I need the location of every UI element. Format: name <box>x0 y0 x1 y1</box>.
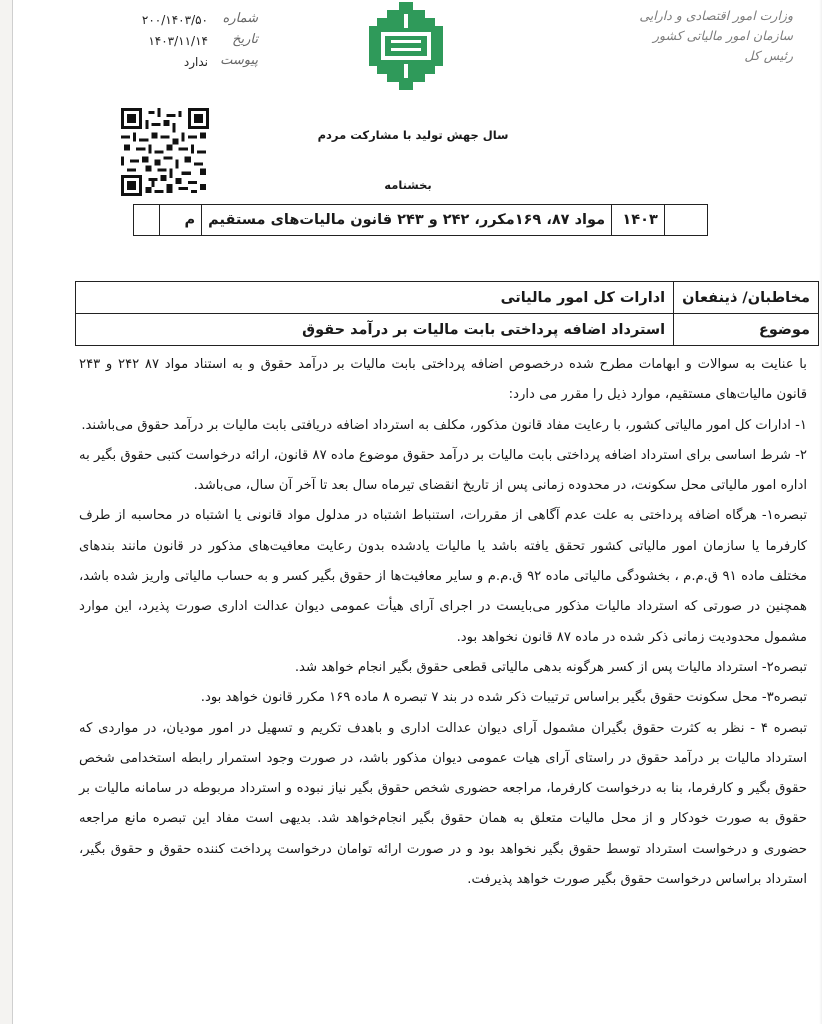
circular-header-table <box>75 281 819 346</box>
letter-page <box>12 0 822 1024</box>
attachment-value: ندارد <box>183 55 208 69</box>
number-value: ۲۰۰/۱۴۰۳/۵۰ <box>141 13 208 27</box>
date-value: ۱۴۰۳/۱۱/۱۴ <box>148 34 208 48</box>
date-label: تاریخ <box>232 32 258 47</box>
audience-label: مخاطبان/ ذینفعان <box>674 282 819 314</box>
ministry-name: وزارت امور اقتصادی و دارایی <box>639 8 793 23</box>
meta-values <box>113 10 208 73</box>
tax-organization-logo <box>361 2 451 90</box>
reference-table <box>133 204 708 236</box>
year-slogan: سال جهش تولید با مشارکت مردم <box>317 128 509 142</box>
subject-value: استرداد اضافه پرداختی بابت مالیات بر درآمد حقوق <box>76 314 674 346</box>
reference-subject: مواد ۸۷، ۱۶۹مکرر، ۲۴۲ و ۲۴۳ قانون مالیات‌های مستقیم <box>202 205 612 236</box>
reference-empty-cell <box>664 205 707 236</box>
circular-body <box>79 350 807 895</box>
reference-end-cell <box>134 205 160 236</box>
audience-value: ادارات کل امور مالیاتی <box>76 282 674 314</box>
reference-year: ۱۴۰۳ <box>612 205 665 236</box>
subject-label: موضوع <box>674 314 819 346</box>
attachment-label: پیوست <box>220 53 258 68</box>
meta-labels <box>208 8 258 71</box>
body-note-3: تبصره۳- محل سکونت حقوق بگیر براساس ترتیبات ذکر شده در بند ۷ تبصره ۸ ماده ۱۶۹ مکرر قانون خواهد بود. <box>200 690 807 706</box>
qr-code <box>121 108 209 196</box>
body-clause-2: ۲- شرط اساسی برای استرداد اضافه پرداختی بابت مالیات بر درآمد حقوق موضوع ماده ۸۷ قانون، ارائه درخواست کتبی حقوق بگیر به اداره امور مالیاتی محل سکونت، در محدوده زمانی پس از تاریخ انقضای تیرماه سال بعد تا آخر آن سال، می‌باشد. <box>79 447 807 494</box>
body-intro: با عنایت به سوالات و ابهامات مطرح شده درخصوص اضافه پرداختی بابت مالیات بر درآمد حقوق و به استناد مواد ۸۷ ۲۴۲ و ۲۴۳ قانون مالیات‌های مستقیم، موارد ذیل را مقرر می دارد: <box>79 357 807 403</box>
head-title: رئیس کل <box>744 48 793 63</box>
body-note-2: تبصره۲- استرداد مالیات پس از کسر هرگونه بدهی مالیاتی قطعی حقوق بگیر انجام خواهد شد. <box>294 659 807 675</box>
body-clause-1: ۱- ادارات کل امور مالیاتی کشور، با رعایت مفاد قانون مذکور، مکلف به استرداد اضافه دریافتی بابت مالیات بر درآمد حقوق می‌باشند. <box>81 417 807 433</box>
reference-code: م <box>160 205 202 236</box>
number-label: شماره <box>222 11 258 26</box>
organization-name: سازمان امور مالیاتی کشور <box>653 28 793 43</box>
body-note-1: تبصره۱- هرگاه اضافه پرداختی به علت عدم آگاهی از مقررات، استنباط اشتباه در مدلول مواد قانونی یا اشتباه در محاسبه از طرف کارفرما یا سازمان امور مالیاتی کشور تحقق یافته باشد یا مالیات یادشده بدون رعایت معافیت‌های مذکور در قانون مانند بندهای مختلف ماده ۹۱ ق.م.م ، بخشودگی مالیاتی ماده ۹۲ ق.م.م و سایر معافیت‌ها از حقوق بگیر کسر و به حساب مالیاتی واریز شده باشد، همچنین در صورتی که استرداد مالیات مذکور می‌بایست در اجرای آرای هیأت عمومی دیوان عدالت اداری صورت پذیرد، این موارد مشمول محدودیت زمانی ذکر شده در ماده ۸۷ قانون نخواهد بود. <box>79 508 807 645</box>
body-note-4: تبصره ۴ - نظر به کثرت حقوق بگیران مشمول آرای دیوان عدالت اداری و باهدف تکریم و تسهیل در امور مودیان، در مواردی که استرداد مالیات بر درآمد حقوق در راستای آرای هیات عمومی دیوان مذکور باشد، در صورت وجود استمرار رابطه استخدامی شخص حقوق بگیر و کارفرما، بنا به درخواست کارفرما، مراجعه حضوری شخص حقوق بگیر نیاز نبوده و استرداد مربوطه در سامانه مالیات بر حقوق به صورت خودکار و از محل مالیات متعلق به همان حقوق بگیر انجام‌خواهد شد. بدیهی است مفاد این تبصره مانع مراجعه حضوری و درخواست استرداد توسط حقوق بگیر نخواهد بود و در صورت ارائه توامان درخواست پرداخت کننده حقوق و حقوق بگیر، استرداد براساس درخواست حقوق بگیر صورت خواهد پذیرفت. <box>79 720 807 888</box>
ministry-header <box>583 6 793 66</box>
circular-label: بخشنامه <box>384 178 432 192</box>
